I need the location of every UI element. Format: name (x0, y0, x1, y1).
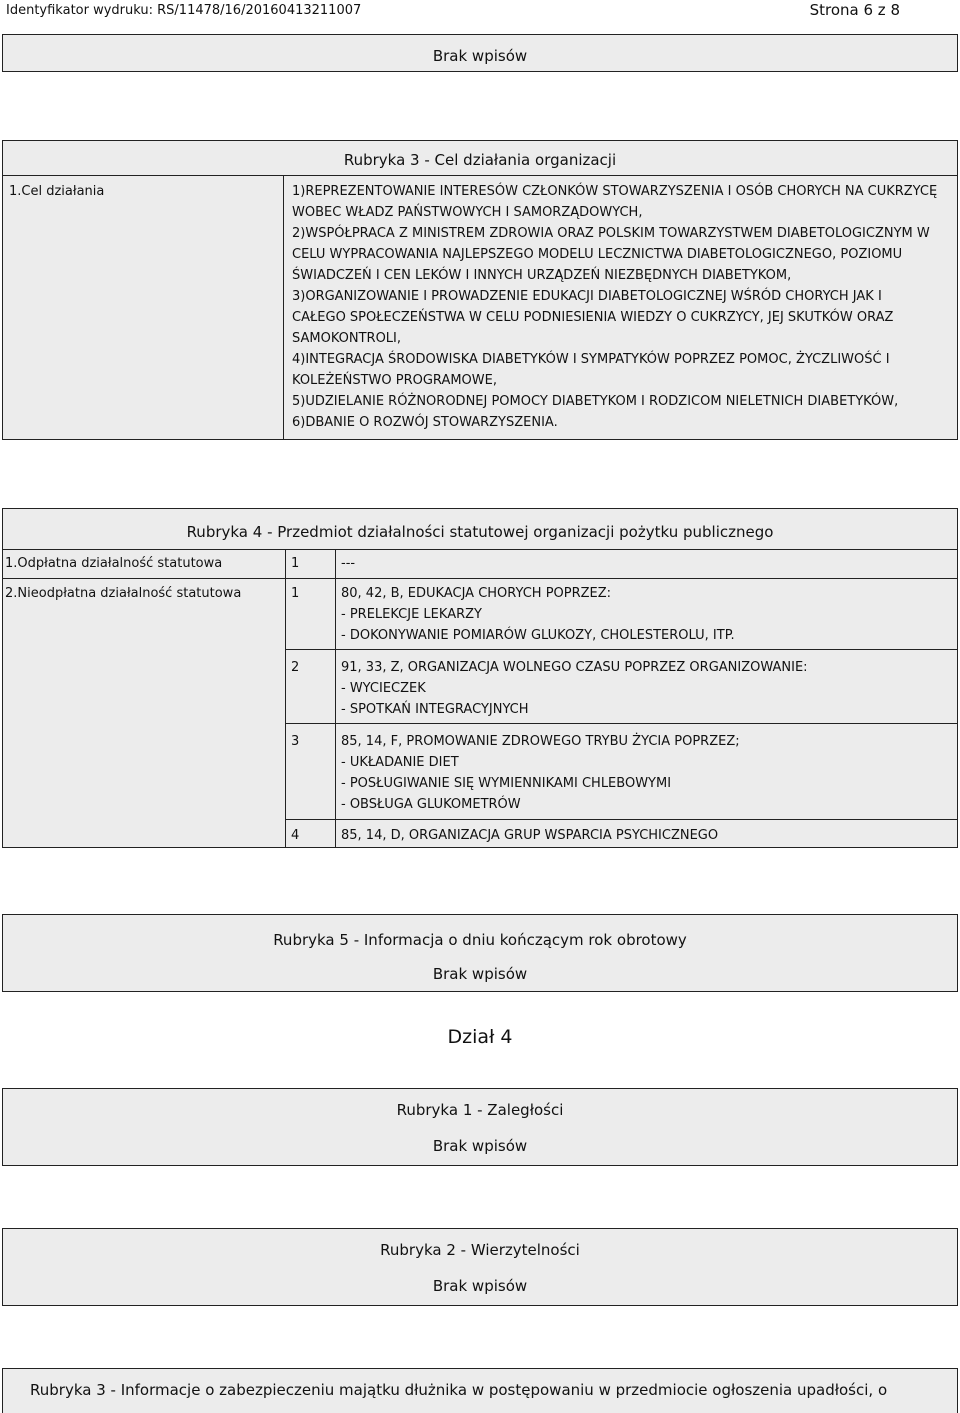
text-line: 85, 14, F, PROMOWANIE ZDROWEGO TRYBU ŻYCIA POPRZEZ; (341, 734, 740, 749)
activity-item (341, 657, 808, 720)
row-number: 2 (291, 660, 300, 675)
print-identifier: Identyfikator wydruku: RS/11478/16/20160413211007 (6, 3, 362, 18)
rubric-5-fiscal-year (2, 914, 958, 992)
divider (283, 175, 284, 439)
text-line: - POSŁUGIWANIE SIĘ WYMIENNIKAMI CHLEBOWYMI (341, 776, 672, 791)
empty-entries: Brak wpisów (432, 1277, 528, 1295)
rubric-3-goal-section (2, 140, 958, 440)
page-number: Strona 6 z 8 (809, 1, 900, 19)
activity-item (341, 583, 735, 646)
paid-activity-label: 1.Odpłatna działalność statutowa (5, 556, 223, 571)
text-line: 3)ORGANIZOWANIE I PROWADZENIE EDUKACJI DIABETOLOGICZNEJ WŚRÓD CHORYCH JAK I (292, 289, 882, 304)
text-line: 1)REPREZENTOWANIE INTERESÓW CZŁONKÓW STOWARZYSZENIA I OSÓB CHORYCH NA CUKRZYCĘ (292, 184, 938, 199)
text-line: KOLEŻEŃSTWO PROGRAMOWE, (292, 373, 497, 388)
row-number: 1 (291, 586, 300, 601)
empty-entries: Brak wpisów (432, 47, 528, 65)
text-line: 4)INTEGRACJA ŚRODOWISKA DIABETYKÓW I SYMPATYKÓW POPRZEZ POMOC, ŻYCZLIWOŚĆ I (292, 352, 890, 367)
text-line: CAŁEGO SPOŁECZEŃSTWA W CELU PODNIESIENIA WIEDZY O CUKRZYCY, JEJ SKUTKÓW ORAZ (292, 310, 894, 325)
empty-entries: Brak wpisów (432, 1137, 528, 1155)
text-line: - OBSŁUGA GLUKOMETRÓW (341, 797, 521, 812)
text-line: - DOKONYWANIE POMIARÓW GLUKOZY, CHOLESTEROLU, ITP. (341, 628, 735, 643)
field-label: 1.Cel działania (9, 184, 105, 199)
rubric-title: Rubryka 1 - Zaległości (396, 1101, 564, 1119)
text-line: - UKŁADANIE DIET (341, 755, 459, 770)
divider (3, 549, 957, 550)
rubric-title: Rubryka 5 - Informacja o dniu kończącym rok obrotowy (273, 931, 687, 949)
divider (285, 549, 286, 847)
text-line: 5)UDZIELANIE RÓŻNORODNEJ POMOCY DIABETYKOM I RODZICOM NIELETNICH DIABETYKÓW, (292, 394, 899, 409)
text-line: WOBEC WŁADZ PAŃSTWOWYCH I SAMORZĄDOWYCH, (292, 205, 643, 220)
text-line: SAMOKONTROLI, (292, 331, 402, 346)
goal-text (292, 181, 937, 433)
activity-item (341, 825, 718, 846)
text-line: - WYCIECZEK (341, 681, 426, 696)
rubric-2-receivables (2, 1228, 958, 1306)
divider (3, 175, 957, 176)
rubric-title: Rubryka 3 - Cel działania organizacji (343, 151, 617, 169)
paid-activity-value: --- (341, 556, 356, 571)
text-line: 80, 42, B, EDUKACJA CHORYCH POPRZEZ: (341, 586, 612, 601)
unpaid-activity-label: 2.Nieodpłatna działalność statutowa (5, 586, 242, 601)
section-title: Dział 4 (447, 1026, 513, 1048)
text-line: 6)DBANIE O ROZWÓJ STOWARZYSZENIA. (292, 415, 558, 430)
text-line: ŚWIADCZEŃ I CEN LEKÓW I INNYCH URZĄDZEŃ NIEZBĘDNYCH DIABETYKOM, (292, 268, 792, 283)
rubric-title: Rubryka 3 - Informacje o zabezpieczeniu majątku dłużnika w postępowaniu w przedmiocie ogłoszenia upadłości, o (30, 1381, 888, 1399)
text-line: 2)WSPÓŁPRACA Z MINISTREM ZDROWIA ORAZ POLSKIM TOWARZYSTWEM DIABETOLOGICZNYM W (292, 226, 930, 241)
text-line: 91, 33, Z, ORGANIZACJA WOLNEGO CZASU POPRZEZ ORGANIZOWANIE: (341, 660, 808, 675)
divider (285, 649, 957, 650)
rubric-1-arrears (2, 1088, 958, 1166)
rubric-title: Rubryka 4 - Przedmiot działalności statutowej organizacji pożytku publicznego (186, 523, 774, 541)
rubric-4-statutory-activity (2, 508, 958, 848)
row-number: 1 (291, 556, 300, 571)
text-line: 85, 14, D, ORGANIZACJA GRUP WSPARCIA PSYCHICZNEGO (341, 828, 719, 843)
row-number: 3 (291, 734, 300, 749)
text-line: CELU WYPRACOWANIA NAJLEPSZEGO MODELU LECZNICTWA DIABETOLOGICZNEGO, POZIOMU (292, 247, 903, 262)
text-line: - PRELEKCJE LEKARZY (341, 607, 482, 622)
rubric-3-debtor-assets (2, 1368, 958, 1413)
divider (285, 819, 957, 820)
previous-rubric-box (2, 34, 958, 72)
divider (335, 549, 336, 847)
divider (3, 578, 957, 579)
divider (285, 723, 957, 724)
text-line: - SPOTKAŃ INTEGRACYJNYCH (341, 702, 529, 717)
row-number: 4 (291, 828, 300, 843)
rubric-title: Rubryka 2 - Wierzytelności (380, 1241, 580, 1259)
activity-item (341, 731, 740, 815)
empty-entries: Brak wpisów (432, 965, 528, 983)
